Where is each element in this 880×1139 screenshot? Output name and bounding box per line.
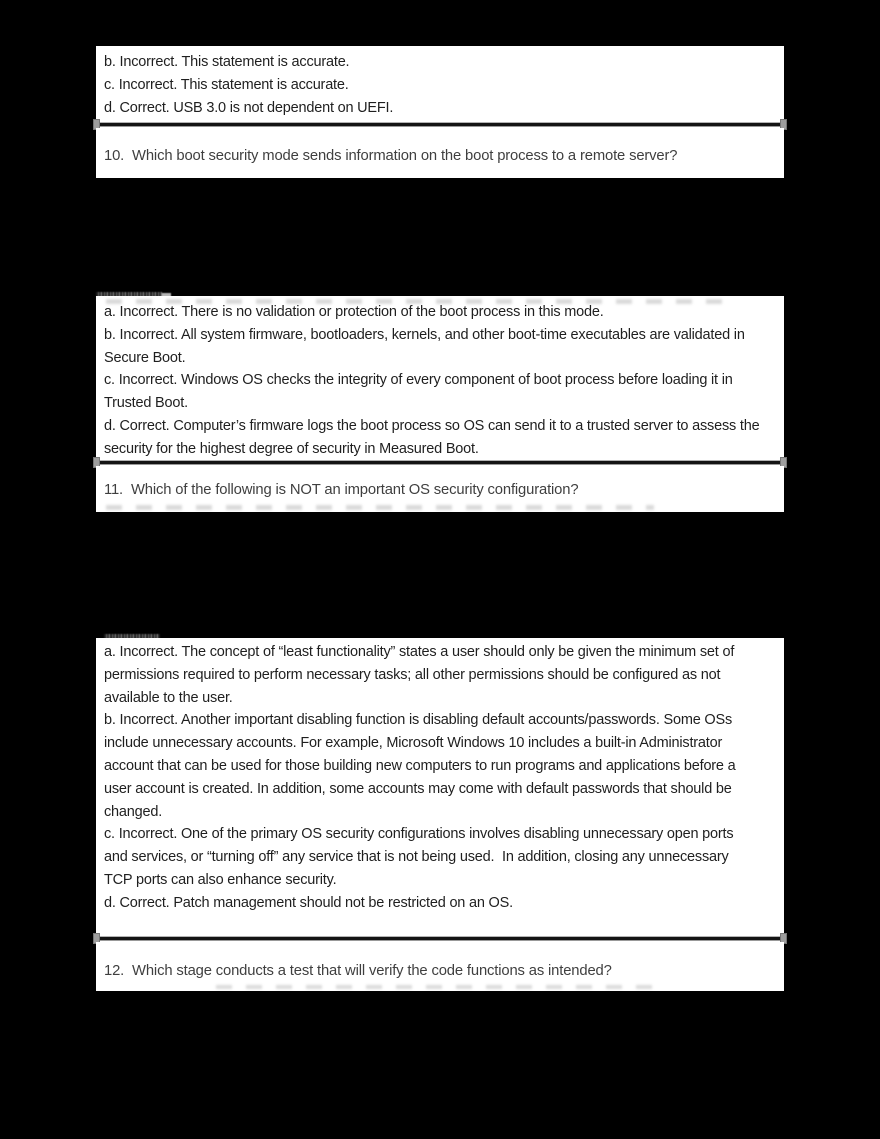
question-10-text: 10. Which boot security mode sends information on the boot process to a remote server? [104,148,678,164]
question-11-block [96,466,784,512]
answer-line-a: a. Incorrect. There is no validation or protection of the boot process in this mode. [104,304,604,320]
answer-line-c-cont: Trusted Boot. [104,395,188,412]
answer-line-c: c. Incorrect. One of the primary OS security configurations involves disabling unnecessary open ports [104,826,734,843]
answer-block-q11 [96,638,784,936]
question-12-block [96,942,784,991]
answer-block-previous [96,46,784,122]
answer-line-a: a. Incorrect. The concept of “least functionality” states a user should only be given the minimum set of [104,644,735,660]
ghost-text-artifact [106,505,654,510]
answer-line-c-cont2: TCP ports can also enhance security. [104,871,337,888]
answer-line-d: d. Correct. Patch management should not be restricted on an OS. [104,894,513,911]
answer-line-b-cont4: changed. [104,803,163,820]
answer-line-d: d. Correct. Computer’s firmware logs the boot process so OS can send it to a trusted server to assess the [104,417,760,434]
question-11-text: 11. Which of the following is NOT an important OS security configuration? [104,482,579,498]
answer-line-b-cont: include unnecessary accounts. For example, Microsoft Windows 10 includes a built-in Administrator [104,735,723,752]
question-12-text: 12. Which stage conducts a test that will verify the code functions as intended? [104,963,612,979]
answer-line-a-cont: permissions required to perform necessary tasks; all other permissions should be configured as not [104,666,721,683]
answer-line-a-cont2: available to the user. [104,689,233,706]
answer-line-b: b. Incorrect. All system firmware, bootloaders, kernels, and other boot-time executables are validated in [104,326,745,343]
question-10-block [96,128,784,178]
answer-line-b: b. Incorrect. Another important disabling function is disabling default accounts/passwords. Some OSs [104,712,733,729]
answer-block-q10 [96,296,784,460]
answer-line-d: d. Correct. USB 3.0 is not dependent on UEFI. [104,99,394,116]
answer-line-d-cont: security for the highest degree of security in Measured Boot. [104,440,479,457]
answer-line-b-cont3: user account is created. In addition, some accounts may come with default passwords that should be [104,780,732,797]
answer-line-c-cont: and services, or “turning off” any service that is not being used. In addition, closing any unnecessary [104,849,729,866]
answer-line-b: b. Incorrect. This statement is accurate. [104,54,350,70]
answer-line-b-cont: Secure Boot. [104,349,186,366]
ghost-text-artifact [216,985,664,989]
answer-line-c: c. Incorrect. This statement is accurate. [104,76,349,93]
answer-line-c: c. Incorrect. Windows OS checks the integrity of every component of boot process before loading it in [104,372,733,389]
answer-line-b-cont2: account that can be used for those building new computers to run programs and applications before a [104,757,736,774]
